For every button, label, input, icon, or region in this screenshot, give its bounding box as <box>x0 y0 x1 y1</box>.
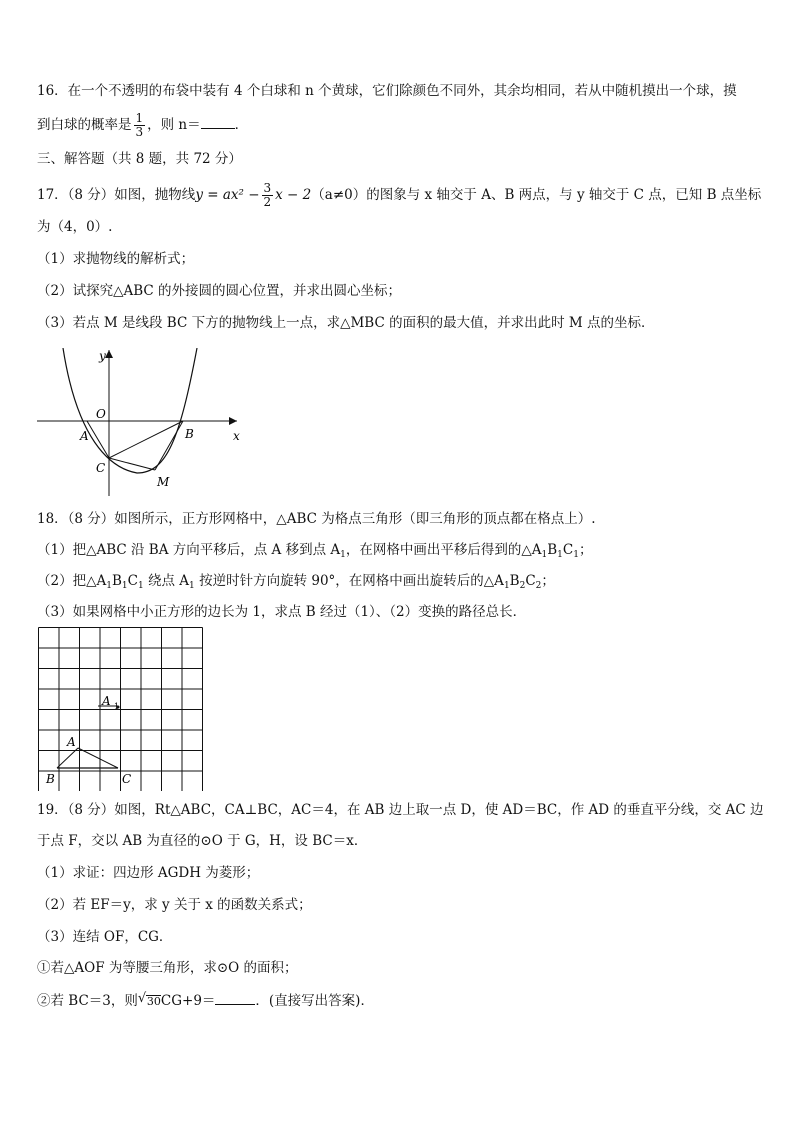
q17-line2: 为（4，0）. <box>37 219 113 235</box>
q17-part2: （2）试探究△ABC 的外接圆的圆心位置，并求出圆心坐标； <box>37 283 402 299</box>
parabola-figure <box>37 348 247 498</box>
parabola-curve <box>63 348 197 473</box>
label-A: A <box>67 735 76 749</box>
q19-part3b: ②若 BC＝3，则√ 30CG+9＝ ．(直接写出答案)． <box>37 992 374 1010</box>
q16-line1: 16．在一个不透明的布袋中装有 4 个白球和 n 个黄球，它们除颜色不同外，其余均相同，若从中随机摸出一个球，摸 <box>37 83 737 99</box>
label-B: B <box>46 772 55 786</box>
label-O: O <box>96 407 106 421</box>
label-A: A <box>80 429 89 443</box>
label-C: C <box>96 461 106 475</box>
sqrt-expression: √ 30 <box>146 995 161 1008</box>
square-grid <box>39 628 203 792</box>
segment-AC <box>87 421 109 458</box>
label-B: B <box>185 427 194 441</box>
q16-text: 到白球的概率是 <box>37 117 132 133</box>
q18-part2: （2）把$\triangle A_1B_1C_1$ 绕点 $A_1$ 按逆时针方向旋转 90°，在网格中画出旋转后的$\triangle A_1B_2C_2$； <box>37 573 555 591</box>
label-M: M <box>157 475 170 489</box>
q17-line1: 17．（8 分）如图，抛物线y = ax² − $\frac{3}{2}$ x − 2（a≠0）的图象与 x 轴交于 A、B 两点，与 y 轴交于 C 点，已知 B 点坐标 <box>37 181 762 209</box>
q18-part3: （3）如果网格中小正方形的边长为 1，求点 B 经过（1）、（2）变换的路径总长． <box>37 604 527 620</box>
q19-part3a: ①若△AOF 为等腰三角形，求⊙O 的面积； <box>37 960 298 976</box>
q19-part1: （1）求证：四边形 AGDH 为菱形； <box>37 865 260 881</box>
label-x: x <box>233 429 240 443</box>
q19-line1: 19．（8 分）如图，Rt△ABC，CA⊥BC，AC＝4，在 AB 边上取一点 D，使 AD＝BC，作 AD 的垂直平分线，交 AC 边 <box>37 802 764 818</box>
q17-part1: （1）求抛物线的解析式； <box>37 251 195 267</box>
label-C: C <box>122 772 132 786</box>
y-axis-arrow <box>105 350 113 358</box>
q16-text2: ，则 n＝ <box>147 117 201 133</box>
q18-line1: 18．（8 分）如图所示，正方形网格中，△ABC 为格点三角形（即三角形的顶点都在格点上）. <box>37 511 596 527</box>
q17-part3: （3）若点 M 是线段 BC 下方的抛物线上一点，求△MBC 的面积的最大值，并求出此时 M 点的坐标． <box>37 315 655 331</box>
answer-blank <box>215 992 255 1005</box>
grid-figure <box>38 627 206 791</box>
q19-line2: 于点 F，交以 AB 为直径的⊙O 于 G，H，设 BC＝x． <box>37 833 368 849</box>
q19-part2: （2）若 EF＝y，求 y 关于 x 的函数关系式； <box>37 897 312 913</box>
q17-formula: y = ax² − <box>195 187 260 203</box>
section-header: 三、解答题（共 8 题，共 72 分） <box>37 151 242 167</box>
q16-line2: 到白球的概率是 $\frac{1}{3}$ ，则 n＝ ． <box>37 111 249 139</box>
answer-blank <box>201 116 235 129</box>
label-A1-sub: 1 <box>114 702 120 711</box>
q16-fraction: $\frac{1}{3}$ <box>135 111 144 139</box>
q17-fraction: $\frac{3}{2}$ <box>263 181 272 209</box>
q18-part1: （1）把△ABC 沿 BA 方向平移后，点 A 移到点 $A_1$，在网格中画出平移后得到的$\triangle A_1B_1C_1$； <box>37 542 593 560</box>
label-y: y <box>99 349 106 363</box>
label-A1: A <box>102 694 111 708</box>
x-axis-arrow <box>229 417 237 425</box>
q19-part3: （3）连结 OF，CG． <box>37 929 173 945</box>
